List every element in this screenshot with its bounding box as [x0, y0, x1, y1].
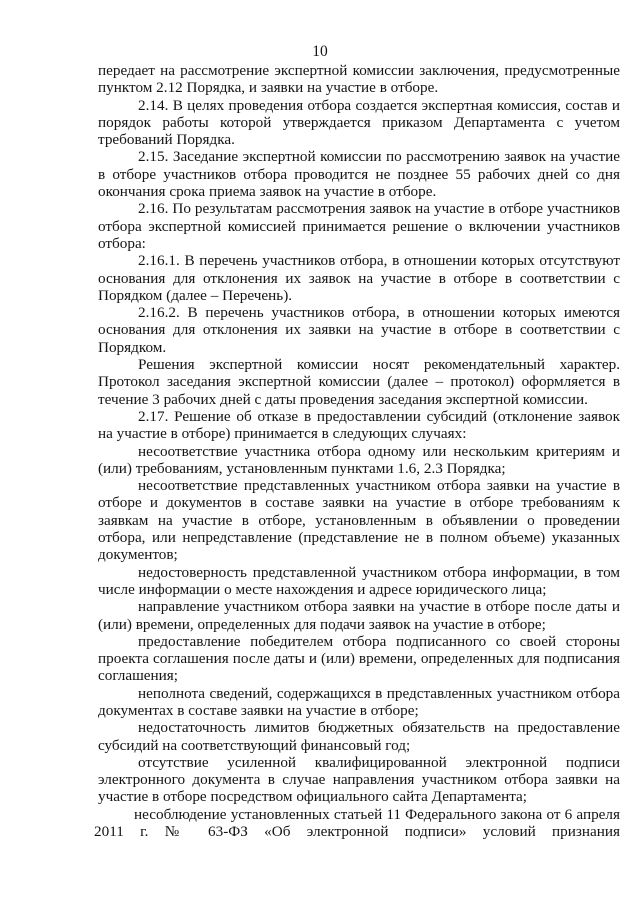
paragraph-2-15: 2.15. Заседание экспертной комиссии по рассмотрению заявок на участие в отборе участников отбора проводится не позднее 55 рабочих дней со дня окончания срока приема заявок на участие в отборе.	[98, 148, 620, 201]
paragraph-continuation: передает на рассмотрение экспертной комиссии заключения, предусмотренные пунктом 2.12 Порядка, и заявки на участие в отборе.	[98, 62, 620, 97]
paragraph-commission-decisions: Решения экспертной комиссии носят рекомендательный характер. Протокол заседания экспертной комиссии (далее – протокол) оформляется в течение 3 рабочих дней с даты проведения заседания экспертной комиссии.	[98, 356, 620, 408]
list-item-documents-mismatch: несоответствие представленных участником отбора заявки на участие в отборе и документов в составе заявки на участие в отборе требованиям к заявкам на участие в отборе, установленным в объявлении о проведении отбора, или непредставление (представление не в полном объеме) указанных документов;	[98, 477, 620, 564]
list-item-late-agreement: предоставление победителем отбора подписанного со своей стороны проекта соглашения после даты и (или) времени, определенных для подписания соглашения;	[98, 632, 620, 685]
paragraph-2-16-1: 2.16.1. В перечень участников отбора, в отношении которых отсутствуют основания для отклонения их заявок на участие в отборе в соответствии с Порядком (далее – Перечень).	[98, 252, 620, 304]
list-item-missing-signature: отсутствие усиленной квалифицированной электронной подписи электронного документа в случае направления участником отбора заявки на участие в отборе посредством официального сайта Департамента;	[98, 753, 620, 806]
paragraph-2-17: 2.17. Решение об отказе в предоставлении субсидий (отклонение заявок на участие в отборе) принимается в следующих случаях:	[98, 407, 620, 443]
paragraph-2-16-2: 2.16.2. В перечень участников отбора, в отношении которых имеются основания для отклонения их заявки на участие в отборе в соответствии с Порядком.	[98, 304, 620, 356]
list-item-unreliable-information: недостоверность представленной участником отбора информации, в том числе информации о месте нахождения и адресе юридического лица;	[98, 563, 620, 598]
paragraph-2-16: 2.16. По результатам рассмотрения заявок на участие в отборе участников отбора экспертной комиссией принимается решение о включении участников отбора:	[98, 200, 620, 252]
list-item-late-submission: направление участником отбора заявки на участие в отборе после даты и (или) времени, определенных для подачи заявок на участие в отборе;	[98, 598, 620, 633]
paragraph-2-14: 2.14. В целях проведения отбора создается экспертная комиссия, состав и порядок работы которой утверждается приказом Департамента с учетом требований Порядка.	[98, 96, 620, 149]
list-item-non-compliance: несоблюдение установленных статьей 11 Федерального закона от 6 апреля 2011 г. № 63-ФЗ «Об электронной подписи» условий признания	[94, 805, 620, 841]
document-body	[94, 62, 620, 841]
page-number: 10	[312, 43, 328, 60]
list-item-incomplete-information: неполнота сведений, содержащихся в представленных участником отбора документах в составе заявки на участие в отборе;	[98, 684, 620, 719]
list-item-criteria-mismatch: несоответствие участника отбора одному или нескольким критериям и (или) требованиям, установленным пунктами 1.6, 2.3 Порядка;	[98, 442, 620, 477]
list-item-insufficient-limits: недостаточность лимитов бюджетных обязательств на предоставление субсидий на соответствующий финансовый год;	[98, 719, 620, 754]
